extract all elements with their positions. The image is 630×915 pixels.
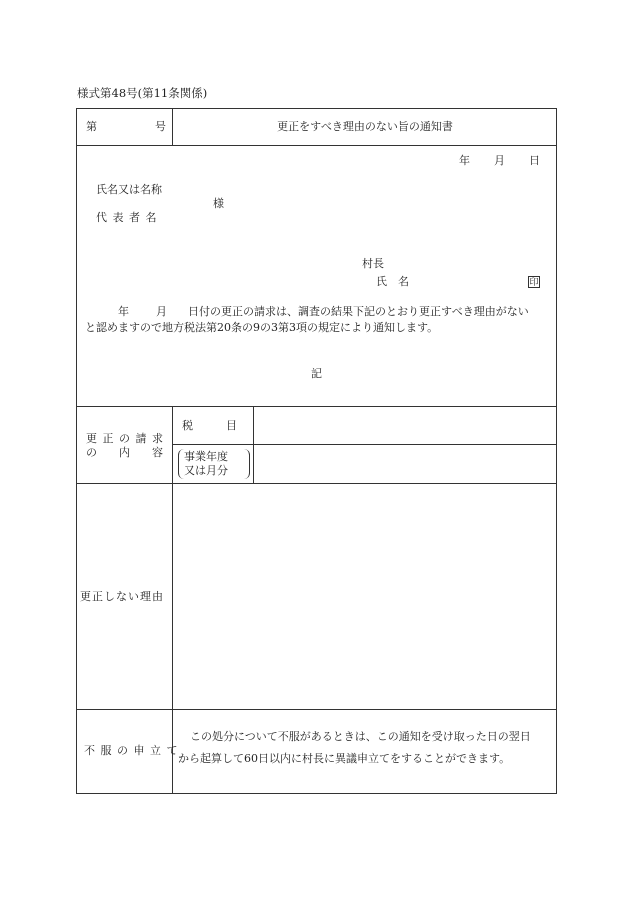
label-column-rule [172,406,173,794]
date-month: 月 [494,154,505,167]
period-label-line2: 又は月分 [184,464,228,477]
seal-mark: 印 [529,278,539,288]
recipient-rep-label: 代 表 者 名 [96,211,158,224]
number-label-right: 号 [155,120,166,133]
recipient-honorific: 様 [213,197,224,210]
number-label-left: 第 [86,120,97,133]
issuer-office: 村長 [362,257,384,270]
issuer-name-label: 氏 名 [376,275,409,288]
notice-body-line2: と認めますので地方税法第20条の9の3第3項の規定により通知します。 [85,321,439,334]
form-id: 様式第48号(第11条関係) [77,86,208,100]
body-year: 年 [118,305,129,318]
document-title: 更正をすべき理由のない旨の通知書 [277,120,453,133]
recipient-name-label: 氏名又は名称 [96,183,162,196]
objection-text-line2: から起算して60日以内に村長に異議申立てをすることができます。 [178,752,511,765]
ki-heading: 記 [311,367,322,380]
request-label-line1: 更 正 の 請 求 [86,432,164,445]
notice-divider [76,406,557,407]
date-day: 日 [529,154,540,167]
date-year: 年 [459,154,470,167]
request-sub-rule [253,406,254,483]
reason-label: 更正しない理由 [80,590,164,603]
objection-text-line1: この処分について不服があるときは、この通知を受け取った日の翌日 [190,730,531,743]
objection-label: 不 服 の 申 立 て [84,744,179,757]
tax-item-label: 税 目 [182,419,237,432]
period-label-line1: 事業年度 [184,450,228,463]
request-divider [76,483,557,484]
request-label-line2: の 内 容 [86,446,163,459]
reason-divider [76,709,557,710]
body-month: 月 [156,305,167,318]
header-divider [76,145,557,146]
request-inner-divider [172,444,557,445]
notice-body-line1: 日付の更正の請求は、調査の結果下記のとおり更正すべき理由がない [188,305,529,318]
